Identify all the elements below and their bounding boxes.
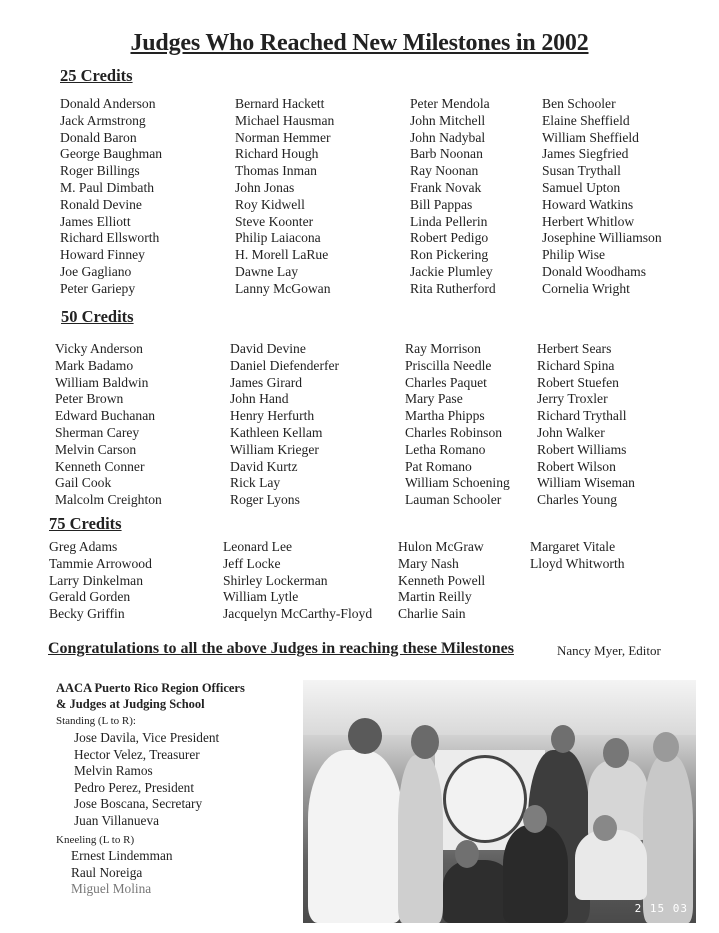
judge-name: Melvin Carson [55,441,137,457]
judge-name: Jeff Locke [223,555,281,571]
judge-name: Michael Hausman [235,112,335,128]
judge-name: Daniel Diefenderfer [230,357,340,373]
judge-name: Mary Nash [398,555,459,571]
judge-name: Jacquelyn McCarthy-Floyd [223,606,373,622]
judge-name: James Siegfried [542,146,629,162]
person-head [603,738,629,768]
judge-name: Thomas Inman [235,163,317,179]
judge-name: Charles Young [537,492,618,508]
judge-name: Larry Dinkelman [49,572,143,588]
judge-name: Lloyd Whitworth [530,555,625,571]
judge-name: Mark Badamo [55,357,134,373]
person-head [411,725,439,759]
judge-name: Dawne Lay [235,263,299,279]
name-column [537,341,635,509]
aaca-emblem [443,755,527,843]
person-head [523,805,547,833]
judge-name: Ben Schooler [542,96,616,111]
officer-name: Ernest Lindemman [71,848,173,863]
kneeling-list [71,848,173,898]
judge-name: Tammie Arrowood [49,555,152,571]
judge-name: John Walker [537,424,605,440]
officer-name: Pedro Perez, President [74,779,195,795]
name-column [55,341,162,509]
name-column [530,539,625,573]
judge-name: Gail Cook [55,475,112,491]
judge-name: Bill Pappas [410,196,473,212]
officer-name: Melvin Ramos [74,763,153,778]
judge-name: M. Paul Dimbath [60,179,155,195]
judge-name: Becky Griffin [49,606,125,622]
person-head [348,718,382,754]
judge-name: Robert Williams [537,441,627,457]
judge-name: Jack Armstrong [60,112,146,128]
standing-list [74,730,219,829]
judge-name: Rick Lay [230,475,281,491]
judge-name: Edward Buchanan [55,408,156,424]
judge-name: Barb Noonan [410,146,483,162]
judge-name: Charlie Sain [398,606,466,622]
judge-name: Roger Lyons [230,492,300,508]
section-heading-50-credits: 50 Credits [61,307,134,326]
name-column [49,539,152,623]
judge-name: William Schoening [405,475,510,491]
judge-name: Letha Romano [405,441,486,457]
judge-name: Roger Billings [60,163,140,179]
officer-name: Juan Villanueva [74,812,159,828]
judge-name: Martin Reilly [398,589,472,605]
judge-name: Cornelia Wright [542,280,630,296]
judge-name: James Girard [230,374,303,390]
person [398,755,443,923]
judge-name: Peter Gariepy [60,280,136,296]
judge-name: Norman Hemmer [235,129,331,145]
judge-name: Donald Anderson [60,96,156,111]
judge-name: Robert Stuefen [537,374,619,390]
section-heading-25-credits: 25 Credits [60,66,133,85]
officers-title-line: & Judges at Judging School [56,696,205,711]
judge-name: Mary Pase [405,391,463,407]
congratulations-heading: Congratulations to all the above Judges in reaching these Milestones [48,640,514,657]
name-column [223,539,372,623]
judge-name: Charles Paquet [405,374,487,390]
judge-name: Herbert Sears [537,341,612,356]
judge-name: John Hand [230,391,289,407]
group-photo [303,680,696,923]
judge-name: Margaret Vitale [530,539,616,554]
judge-name: Richard Spina [537,357,615,373]
judge-name: Frank Novak [410,179,482,195]
judge-name: John Nadybal [410,129,486,145]
judge-name: Susan Trythall [542,163,621,179]
officers-title-line: AACA Puerto Rico Region Officers [56,681,245,695]
name-column [235,96,334,298]
kneeling-label: Kneeling (L to R) [56,834,135,846]
judge-name: Henry Herfurth [230,408,315,424]
judge-name: Lauman Schooler [405,492,502,508]
name-column [398,539,485,623]
judge-name: William Sheffield [542,129,639,145]
judge-name: John Jonas [235,179,295,195]
name-column [410,96,496,298]
judge-name: Steve Koonter [235,213,314,229]
judge-name: George Baughman [60,146,163,162]
page-title: Judges Who Reached New Milestones in 2002 [130,30,589,56]
judge-name: H. Morell LaRue [235,247,329,263]
judge-name: Shirley Lockerman [223,572,328,588]
judge-name: David Kurtz [230,458,298,474]
judge-name: Donald Woodhams [542,263,646,279]
person-head [593,815,617,841]
judge-name: Ray Morrison [405,341,481,356]
judge-name: Gerald Gorden [49,589,131,605]
judge-name: David Devine [230,341,306,356]
name-column [60,96,162,298]
judge-name: Howard Watkins [542,196,634,212]
person-head [653,732,679,762]
judge-name: Joe Gagliano [60,263,132,279]
person [308,750,403,923]
judge-name: Hulon McGraw [398,539,484,554]
judge-name: Vicky Anderson [55,341,143,356]
judge-name: Peter Brown [55,391,124,407]
standing-label: Standing (L to R): [56,715,136,727]
judge-name: Richard Hough [235,146,319,162]
name-column [542,96,662,298]
judge-name: Robert Wilson [537,458,616,474]
person-head [455,840,479,868]
judge-name: Roy Kidwell [235,196,305,212]
judge-name: James Elliott [60,213,131,229]
judge-name: Bernard Hackett [235,96,325,111]
name-column [405,341,510,509]
judge-name: Jackie Plumley [410,263,493,279]
officer-name: Jose Davila, Vice President [74,730,220,745]
editor-credit: Nancy Myer, Editor [557,643,661,658]
judge-name: Richard Trythall [537,408,627,424]
judge-name: Peter Mendola [410,96,490,111]
judge-name: William Krieger [230,441,319,457]
officer-name: Miguel Molina [71,881,152,896]
officer-name: Jose Boscana, Secretary [74,796,203,811]
judge-name: Samuel Upton [542,179,621,195]
judge-name: Elaine Sheffield [542,112,630,128]
judge-name: Priscilla Needle [405,357,492,373]
judge-name: Philip Laiacona [235,230,321,246]
judge-name: Jerry Troxler [537,391,608,407]
judge-name: Rita Rutherford [410,280,496,296]
judge-name: John Mitchell [410,112,486,128]
judge-name: Philip Wise [542,247,606,263]
judge-name: Martha Phipps [405,408,485,424]
judge-name: Robert Pedigo [410,230,489,246]
judge-name: Richard Ellsworth [60,230,160,246]
judge-name: Kathleen Kellam [230,424,323,440]
officer-name: Hector Velez, Treasurer [74,746,200,762]
photo-date-stamp: 2 15 03 [634,902,688,915]
judge-name: William Baldwin [55,374,149,390]
judge-name: William Lytle [223,589,299,605]
person [503,825,568,923]
judge-name: Herbert Whitlow [542,213,635,229]
person-head [551,725,575,753]
judge-name: Josephine Williamson [542,230,662,246]
judge-name: Leonard Lee [223,539,293,554]
judge-name: Pat Romano [405,458,472,474]
judge-name: Donald Baron [60,129,137,145]
judge-name: Charles Robinson [405,424,503,440]
judge-name: Kenneth Conner [55,458,145,474]
section-heading-75-credits: 75 Credits [49,514,122,533]
judge-name: Malcolm Creighton [55,492,162,508]
officer-name: Raul Noreiga [71,864,143,880]
person [575,830,647,900]
judge-name: Sherman Carey [55,424,140,440]
judge-name: Lanny McGowan [235,280,331,296]
judge-name: Linda Pellerin [410,213,488,229]
judge-name: Ronald Devine [60,196,142,212]
judge-name: Greg Adams [49,539,118,554]
judge-name: William Wiseman [537,475,635,491]
judge-name: Kenneth Powell [398,572,486,588]
judge-name: Ron Pickering [410,247,489,263]
person [643,755,693,923]
judge-name: Ray Noonan [410,163,479,179]
judge-name: Howard Finney [60,247,145,263]
name-column [230,341,339,509]
officers-caption-title [56,681,296,712]
